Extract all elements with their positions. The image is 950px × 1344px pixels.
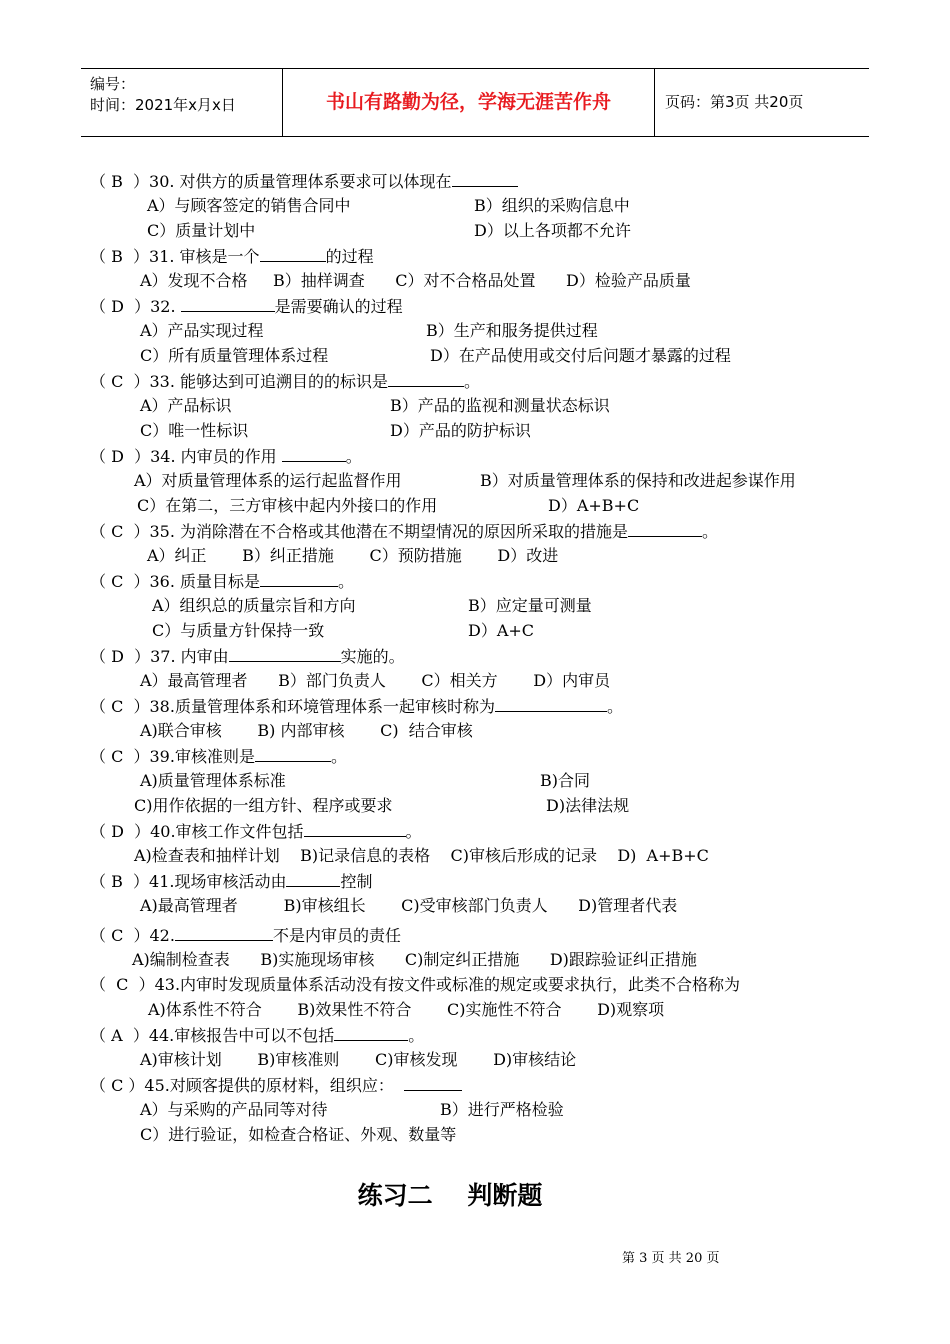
answer-blank [282,445,346,462]
option-line: C）唯一性标识 [140,421,249,440]
option-line: B）应定量可测量 [468,596,592,615]
question-35: （ C ）35. 为消除潜在不合格或其他潜在不期望情况的原因所采取的措施是 。 [90,522,719,541]
header-meta [81,69,283,136]
option-line: B）对质量管理体系的保持和改进起参谋作用 [480,471,796,490]
option-line: C）在第二，三方审核中起内外接口的作用 [137,496,438,515]
answer-blank [255,745,331,762]
option-line: A）组织总的质量宗旨和方向 [152,596,356,615]
option-line: D）A+B+C [548,496,640,515]
option-line: C）质量计划中 [147,221,256,240]
answer-blank [260,570,338,587]
option-line: A)编制检查表 B)实施现场审核 C)制定纠正措施 D)跟踪验证纠正措施 [132,950,697,969]
question-39: （ C ）39.审核准则是 。 [90,747,347,766]
option-line: D）以上各项都不允许 [474,221,631,240]
question-33: （ C ）33. 能够达到可追溯目的的标识是 。 [90,372,481,391]
option-line: C）与质量方针保持一致 [152,621,325,640]
option-line: D）产品的防护标识 [390,421,531,440]
header-time: 时间：2021年x月x日 [90,96,236,114]
question-43: （ C ）43.内审时发现质量体系活动没有按文件或标准的规定或要求执行，此类不合格称为 [90,975,741,994]
question-42: （ C ）42. 不是内审员的责任 [90,926,401,945]
option-line: C)用作依据的一组方针、程序或要求 [134,796,393,815]
answer-blank [175,924,273,941]
page-footer: 第 3 页 共 20 页 [622,1251,720,1266]
option-line: A）纠正 B）纠正措施 C）预防措施 D）改进 [147,546,559,565]
question-32: （ D ）32. 是需要确认的过程 [90,297,403,316]
section-title: 练习二 判断题 [357,1181,543,1210]
option-line: B）进行严格检验 [440,1100,564,1119]
option-line: A）最高管理者 B）部门负责人 C）相关方 D）内审员 [140,671,611,690]
option-line: A)体系性不符合 B)效果性不符合 C)实施性不符合 D)观察项 [148,1000,665,1019]
option-line: B）产品的监视和测量状态标识 [390,396,610,415]
option-line: B)合同 [540,771,591,790]
option-line: A）产品标识 [140,396,232,415]
option-line: A）与采购的产品同等对待 [140,1100,328,1119]
option-line: D)法律法规 [546,796,630,815]
answer-blank [260,245,326,262]
option-line: A）产品实现过程 [140,321,264,340]
option-line: B）生产和服务提供过程 [426,321,598,340]
question-36: （ C ）36. 质量目标是 。 [90,572,355,591]
option-line: B）组织的采购信息中 [474,196,630,215]
option-line: A)联合审核 B) 内部审核 C) 结合审核 [140,721,473,740]
question-45: （ C ）45.对顾客提供的原材料，组织应： [90,1074,462,1097]
option-line: D）在产品使用或交付后问题才暴露的过程 [430,346,731,365]
answer-blank [388,370,464,387]
answer-blank [181,295,275,312]
page-header [81,68,869,137]
header-motto: 书山有路勤为径，学海无涯苦作舟 [283,69,655,136]
answer-blank [229,645,341,662]
answer-blank [304,820,406,837]
option-line: D）A+C [468,621,535,640]
option-line: A)质量管理体系标准 [140,771,286,790]
option-line: A）与顾客签定的销售合同中 [147,196,351,215]
option-line: C）进行验证，如检查合格证、外观、数量等 [140,1125,457,1144]
option-line: A)审核计划 B)审核准则 C)审核发现 D)审核结论 [140,1050,577,1069]
question-41: （ B ）41.现场审核活动由 控制 [90,872,373,891]
answer-blank [286,870,340,887]
question-44: （ A ）44.审核报告中可以不包括 。 [90,1026,425,1045]
answer-blank [452,170,518,187]
option-line: A)最高管理者 B)审核组长 C)受审核部门负责人 D)管理者代表 [140,896,678,915]
option-line: A）对质量管理体系的运行起监督作用 [134,471,402,490]
header-page-number: 页码：第3页 共20页 [665,93,804,111]
question-34: （ D ）34. 内审员的作用 。 [90,447,362,466]
question-40: （ D ）40.审核工作文件包括 。 [90,822,422,841]
header-number: 编号： [90,75,136,93]
option-line: A）发现不合格 B）抽样调查 C）对不合格品处置 D）检验产品质量 [140,271,691,290]
answer-blank [334,1024,408,1041]
option-line: A)检查表和抽样计划 B)记录信息的表格 C)审核后形成的记录 D) A+B+C [134,846,709,865]
answer-blank [495,695,607,712]
option-line: C）所有质量管理体系过程 [140,346,329,365]
answer-blank [404,1074,462,1091]
question-31: （ B ）31. 审核是一个 的过程 [90,247,374,266]
answer-blank [628,520,702,537]
question-37: （ D ）37. 内审由 实施的。 [90,647,405,666]
question-38: （ C ）38.质量管理体系和环境管理体系一起审核时称为 。 [90,697,623,716]
question-30: （ B ）30. 对供方的质量管理体系要求可以体现在 [90,170,518,193]
